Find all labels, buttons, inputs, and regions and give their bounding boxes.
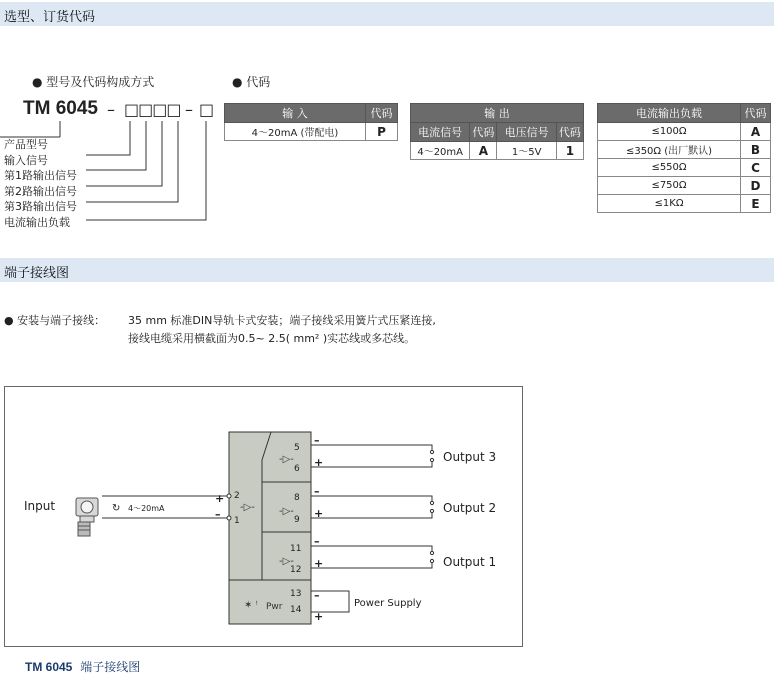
input-code-header: 代码	[366, 104, 398, 123]
label-current-load: 电流输出负载	[4, 216, 70, 229]
terminal-2: 2	[234, 491, 240, 501]
amp-symbol-2: -▷-	[279, 506, 294, 517]
install-line-2: 接线电缆采用横截面为0.5~ 2.5( mm² )实芯线或多芯线。	[128, 332, 416, 345]
output-sub-voltage: 电压信号	[497, 123, 556, 142]
amp-symbol-3: -▷-	[279, 454, 294, 465]
load-value: ≤1KΩ	[598, 195, 741, 213]
input-value: 4～20mA (带配电)	[225, 123, 366, 141]
load-value: ≤350Ω (出厂默认)	[598, 141, 741, 159]
load-code: B	[741, 141, 771, 159]
terminal-14: 14	[290, 605, 302, 615]
load-code: C	[741, 159, 771, 177]
label-output-3: 第3路输出信号	[4, 200, 77, 213]
load-value: ≤100Ω	[598, 123, 741, 141]
code-dash-2: –	[185, 100, 193, 119]
table-row	[225, 123, 398, 141]
code-dash-1: –	[107, 100, 115, 119]
input-minus: –	[215, 508, 221, 521]
svg-text:–: –	[314, 535, 320, 548]
amp-symbol-1: -▷-	[279, 556, 294, 567]
table-row	[411, 142, 584, 160]
wiring-diagram	[4, 386, 524, 648]
svg-text:+: +	[314, 557, 324, 570]
output-code-table	[410, 103, 584, 160]
svg-text:–: –	[314, 485, 320, 498]
section-title: 端子接线图	[4, 266, 70, 281]
terminal-13: 13	[290, 589, 302, 599]
model-code-heading-text: 型号及代码构成方式	[46, 75, 155, 89]
amp-symbol-input: -▷-	[240, 502, 255, 513]
output-voltage-value: 1～5V	[497, 142, 556, 160]
load-code: A	[741, 123, 771, 141]
input-signal-label: 4～20mA	[128, 504, 165, 513]
svg-text:–: –	[314, 434, 320, 447]
section-title: 选型、订货代码	[4, 10, 96, 25]
install-line-1: 35 mm 标准DIN导轨卡式安装；端子接线采用簧片式压紧连接,	[128, 314, 436, 327]
power-supply-label: Power Supply	[354, 598, 422, 609]
caption-model: TM 6045	[25, 660, 73, 674]
power-led-icon: ✶ ꜝ	[244, 600, 259, 611]
input-plus: +	[215, 492, 225, 505]
table-row	[598, 141, 771, 159]
load-col-header: 电流输出负载	[598, 104, 741, 123]
table-row	[598, 159, 771, 177]
load-code-header: 代码	[741, 104, 771, 123]
table-row	[598, 195, 771, 213]
input-label: Input	[24, 499, 56, 513]
input-col-header: 输 入	[225, 104, 366, 123]
terminal-11: 11	[290, 544, 302, 554]
pwr-label: Pwr	[266, 602, 283, 612]
input-code-table	[224, 103, 398, 141]
output-3-label: Output 3	[443, 450, 497, 464]
code-boxes: □□□□	[124, 100, 181, 119]
caption-text: 端子接线图	[80, 660, 141, 674]
install-label-text: 安装与端子接线：	[17, 314, 106, 327]
terminal-12: 12	[290, 565, 302, 575]
terminal-8: 8	[294, 493, 300, 503]
load-value: ≤750Ω	[598, 177, 741, 195]
code-box-last: □	[199, 100, 215, 119]
codes-heading-text: 代码	[246, 75, 271, 89]
install-label: ● 安装与端子接线：	[4, 314, 106, 327]
label-output-1: 第1路输出信号	[4, 169, 77, 182]
label-product-model: 产品型号	[4, 138, 48, 151]
load-value: ≤550Ω	[598, 159, 741, 177]
label-output-2: 第2路输出信号	[4, 185, 77, 198]
terminal-9: 9	[294, 515, 300, 525]
section-header-wiring	[0, 258, 774, 282]
label-input-signal: 输入信号	[4, 154, 48, 167]
table-row	[598, 123, 771, 141]
output-sub-code-1: 代码	[470, 123, 497, 142]
svg-text:–: –	[314, 589, 320, 602]
input-code: P	[366, 123, 398, 141]
current-loop-icon: ↻	[112, 503, 121, 514]
model-number: TM 6045	[23, 98, 98, 119]
load-code: D	[741, 177, 771, 195]
codes-heading: ● 代码	[232, 75, 271, 89]
load-code-table	[597, 103, 771, 213]
output-voltage-code: 1	[556, 142, 583, 160]
model-code-heading: ● 型号及代码构成方式	[32, 75, 155, 89]
load-code: E	[741, 195, 771, 213]
output-current-value: 4～20mA	[411, 142, 470, 160]
output-col-header: 输 出	[411, 104, 584, 123]
diagram-caption	[25, 658, 140, 675]
svg-text:+: +	[314, 610, 324, 623]
output-2-label: Output 2	[443, 501, 497, 515]
terminal-6: 6	[294, 464, 300, 474]
output-current-code: A	[470, 142, 497, 160]
output-sub-code-2: 代码	[556, 123, 583, 142]
table-row	[598, 177, 771, 195]
terminal-5: 5	[294, 443, 300, 453]
output-sub-current: 电流信号	[411, 123, 470, 142]
terminal-1: 1	[234, 516, 240, 526]
svg-text:+: +	[314, 456, 324, 469]
svg-text:+: +	[314, 507, 324, 520]
output-1-label: Output 1	[443, 555, 497, 569]
